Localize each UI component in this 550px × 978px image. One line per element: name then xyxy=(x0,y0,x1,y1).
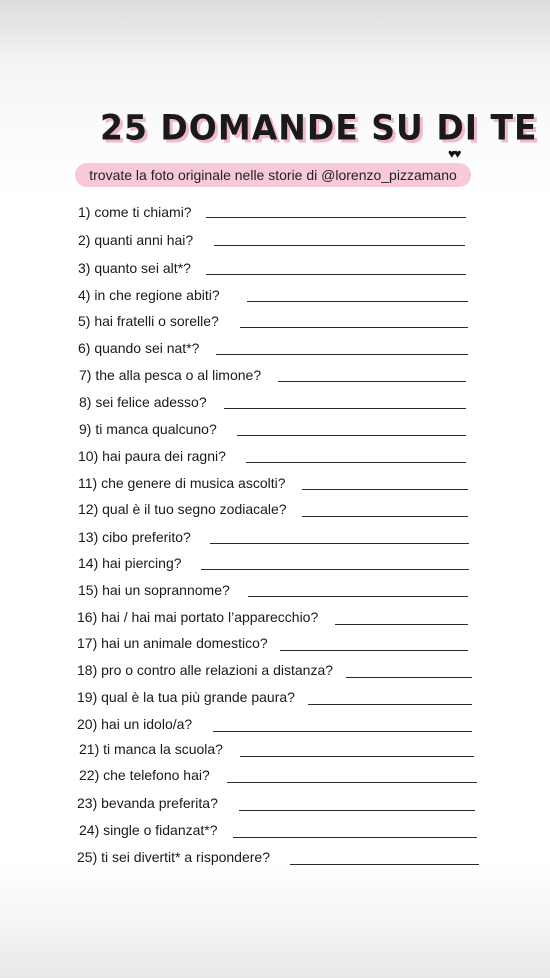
question-19: 19) qual è la tua più grande paura? xyxy=(77,689,295,705)
question-17: 17) hai un animale domestico? xyxy=(77,635,268,651)
answer-line-13[interactable] xyxy=(210,543,469,544)
answer-line-18[interactable] xyxy=(346,677,472,678)
answer-line-12[interactable] xyxy=(302,516,468,517)
question-9: 9) ti manca qualcuno? xyxy=(79,421,217,437)
question-7: 7) the alla pesca o al limone? xyxy=(79,367,262,383)
question-1: 1) come ti chiami? xyxy=(78,204,192,220)
question-11: 11) che genere di musica ascolti? xyxy=(78,475,286,491)
question-5: 5) hai fratelli o sorelle? xyxy=(78,313,219,329)
answer-line-24[interactable] xyxy=(233,837,477,838)
answer-line-4[interactable] xyxy=(247,301,468,302)
answer-line-16[interactable] xyxy=(335,624,468,625)
question-18: 18) pro o contro alle relazioni a distanza? xyxy=(77,662,334,678)
answer-line-7[interactable] xyxy=(278,381,466,382)
question-16: 16) hai / hai mai portato l’apparecchio? xyxy=(77,609,319,625)
question-10: 10) hai paura dei ragni? xyxy=(78,448,226,464)
answer-line-17[interactable] xyxy=(280,650,468,651)
answer-line-9[interactable] xyxy=(237,435,466,436)
answer-line-8[interactable] xyxy=(224,408,466,409)
question-2: 2) quanti anni hai? xyxy=(78,232,194,248)
question-6: 6) quando sei nat*? xyxy=(78,340,200,356)
question-23: 23) bevanda preferita? xyxy=(77,795,218,811)
question-13: 13) cibo preferito? xyxy=(78,529,191,545)
question-8: 8) sei felice adesso? xyxy=(79,394,207,410)
question-14: 14) hai piercing? xyxy=(78,555,182,571)
subtitle-banner: trovate la foto originale nelle storie di @lorenzo_pizzamano xyxy=(75,163,471,187)
question-25: 25) ti sei divertit* a rispondere? xyxy=(77,849,270,865)
hearts-icon: ♥♥ xyxy=(448,146,460,161)
question-3: 3) quanto sei alt*? xyxy=(78,260,191,276)
question-20: 20) hai un idolo/a? xyxy=(77,716,193,732)
answer-line-20[interactable] xyxy=(213,731,472,732)
question-12: 12) qual è il tuo segno zodiacale? xyxy=(78,501,287,517)
question-22: 22) che telefono hai? xyxy=(79,767,210,783)
answer-line-14[interactable] xyxy=(201,569,469,570)
answer-line-19[interactable] xyxy=(308,704,472,705)
page-title: 25 DOMANDE SU DI TE xyxy=(100,107,538,148)
answer-line-25[interactable] xyxy=(290,864,479,865)
question-24: 24) single o fidanzat*? xyxy=(79,822,218,838)
question-4: 4) in che regione abiti? xyxy=(78,287,220,303)
answer-line-3[interactable] xyxy=(206,274,466,275)
answer-line-10[interactable] xyxy=(246,462,466,463)
answer-line-6[interactable] xyxy=(216,354,468,355)
answer-line-23[interactable] xyxy=(239,810,475,811)
answer-line-22[interactable] xyxy=(227,782,477,783)
answer-line-1[interactable] xyxy=(206,217,466,218)
question-15: 15) hai un soprannome? xyxy=(78,582,230,598)
answer-line-21[interactable] xyxy=(240,756,474,757)
answer-line-5[interactable] xyxy=(240,327,468,328)
question-21: 21) ti manca la scuola? xyxy=(79,741,223,757)
answer-line-2[interactable] xyxy=(214,245,465,246)
answer-line-11[interactable] xyxy=(302,489,468,490)
answer-line-15[interactable] xyxy=(248,596,468,597)
